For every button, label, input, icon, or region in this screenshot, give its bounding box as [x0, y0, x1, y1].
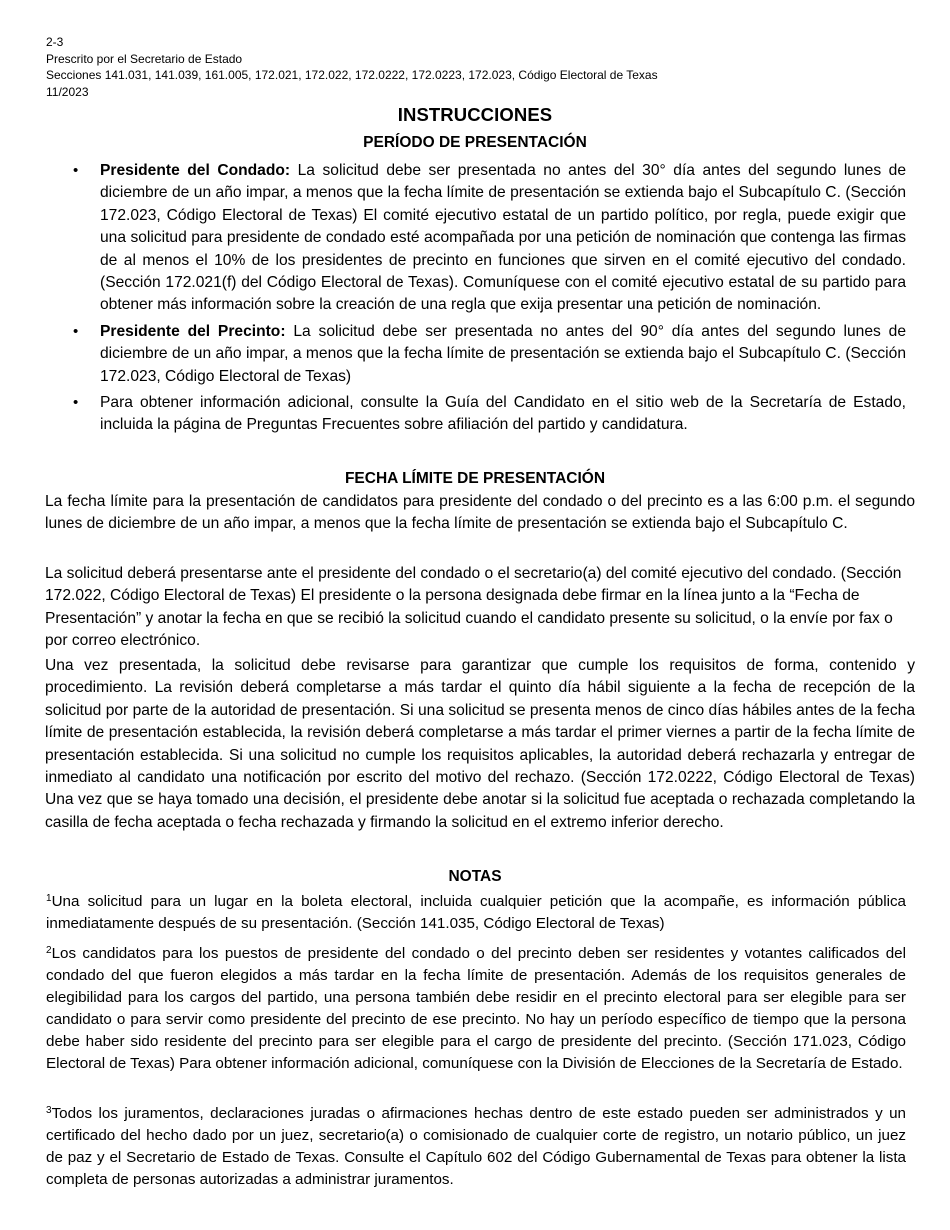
filing-period-heading: PERÍODO DE PRESENTACIÓN	[363, 134, 587, 151]
form-date: 11/2023	[46, 84, 89, 99]
bullet-text: Para obtener información adicional, consulte la Guía del Candidato en el sitio web de la Secretaría de Estado, incluida la página de Preguntas Frecuentes sobre afiliación del partido y candidatura.	[100, 394, 906, 434]
deadline-paragraph: Una vez presentada, la solicitud debe revisarse para garantizar que cumple los requisitos de forma, contenido y procedimiento. La revisión deberá completarse a más tardar el quinto día hábil siguiente a la fecha de recepción de la solicitud por parte de la autoridad de presentación. Si una solicitud se presenta menos de cinco días hábiles antes de la fecha límite de presentación establecida, la revisión deberá completarse a más tardar el primer viernes a partir de la fecha límite de presentación establecida. Si una solicitud no cumple los requisitos aplicables, la autoridad deberá rechazarla y entregar de inmediato al candidato una notificación por escrito del motivo del rechazo. (Sección 172.0222, Código Electoral de Texas) Una vez que se haya tomado una decisión, el presidente debe anotar si la solicitud fue aceptada o rechazada completando la casilla de fecha aceptada o fecha rechazada y firmando la solicitud en el extremo inferior derecho.	[45, 657, 915, 831]
footnote-marker: 2	[46, 945, 52, 956]
notes-heading: NOTAS	[448, 868, 502, 885]
bullet-icon: •	[73, 162, 79, 179]
footnote-marker: 3	[46, 1105, 52, 1116]
bullet-icon: •	[73, 394, 79, 412]
filing-period-list	[73, 160, 906, 441]
bullet-icon: •	[73, 322, 79, 340]
footnote-marker: 1	[46, 893, 52, 904]
prescribed-by: Prescrito por el Secretario de Estado	[46, 51, 243, 66]
form-header	[46, 34, 926, 100]
statute-sections: Secciones 141.031, 141.039, 161.005, 172.021, 172.022, 172.0222, 172.0223, 172.023, Código Electoral de Texas	[46, 68, 658, 83]
list-item	[73, 160, 906, 317]
footnote-text: Todos los juramentos, declaraciones juradas o afirmaciones hechas dentro de este estado pueden ser administrados y un certificado del hecho dado por un juez, secretario(a) o comisionado de cualquier corte de registro, un notario público, un juez de paz y el Secretario de Estado de Texas. Consulte el Capítulo 602 del Código Gubernamental de Texas para obtener la lista completa de personas autorizadas a administrar juramentos.	[46, 1105, 906, 1188]
filing-deadline-heading: FECHA LÍMITE DE PRESENTACIÓN	[344, 470, 606, 487]
list-item	[73, 321, 906, 388]
bullet-text: La solicitud debe ser presentada no antes del 30° día antes del segundo lunes de diciembre de un año impar, a menos que la fecha límite de presentación se extienda bajo el Subcapítulo C. (Sección 172.023, Código Electoral de Texas) El comité ejecutivo estatal de un partido político, por regla, puede exigir que una solicitud para presidente de condado esté acompañada por una petición de nominación que contenga las firmas de al menos el 10% de los presidentes de precinto en funciones que sirven en el comité ejecutivo del condado. (Sección 172.021(f) del Código Electoral de Texas). Comuníquese con el comité ejecutivo estatal de su partido para obtener más información sobre la creación de una regla que exija presentar una petición de nominación.	[100, 162, 906, 314]
form-number: 2-3	[46, 35, 64, 49]
footnote	[46, 943, 906, 1075]
footnote-text: Una solicitud para un lugar en la boleta electoral, incluida cualquier petición que la acompañe, es información pública inmediatamente después de su presentación. (Sección 141.035, Código Electoral de Texas)	[46, 893, 906, 932]
footnote	[46, 891, 906, 935]
bullet-label: Presidente del Precinto:	[100, 322, 286, 340]
list-item	[73, 392, 906, 437]
deadline-paragraph: La fecha límite para la presentación de candidatos para presidente del condado o del precinto es a las 6:00 p.m. el segundo lunes de diciembre de un año impar, a menos que la fecha límite de presentación se extienda bajo el Subcapítulo C.	[45, 493, 915, 533]
bullet-label: Presidente del Condado:	[100, 162, 291, 179]
page-title: INSTRUCCIONES	[397, 104, 553, 125]
footnote	[46, 1103, 906, 1191]
footnote-text: Los candidatos para los puestos de presidente del condado o del precinto deben ser residentes y votantes calificados del condado del que fueron elegidos a más tardar en la fecha límite de presentación. Además de los requisitos generales de elegibilidad para los cargos del partido, una persona también debe residir en el precinto electoral para ser elegible para ser candidato o para servir como presidente del precinto de ese precinto. No hay un período específico de tiempo que la persona debe haber sido residente del precinto para ser elegible para el cargo de presidente del precinto. (Sección 171.023, Código Electoral de Texas) Para obtener información adicional, comuníquese con la División de Elecciones de la Secretaría de Estado.	[46, 945, 906, 1072]
bullet-text: La solicitud debe ser presentada no antes del 90° día antes del segundo lunes de diciembre de un año impar, a menos que la fecha límite de presentación se extienda bajo el Subcapítulo C. (Sección 172.023, Código Electoral de Texas)	[100, 322, 906, 385]
deadline-paragraph: La solicitud deberá presentarse ante el presidente del condado o el secretario(a) del comité ejecutivo del condado. (Sección 172.022, Código Electoral de Texas) El presidente o la persona designada debe firmar en la línea junto a la “Fecha de Presentación” y anotar la fecha en que se recibió la solicitud cuando el candidato presente su solicitud, o la envíe por fax o por correo electrónico.	[45, 565, 902, 650]
